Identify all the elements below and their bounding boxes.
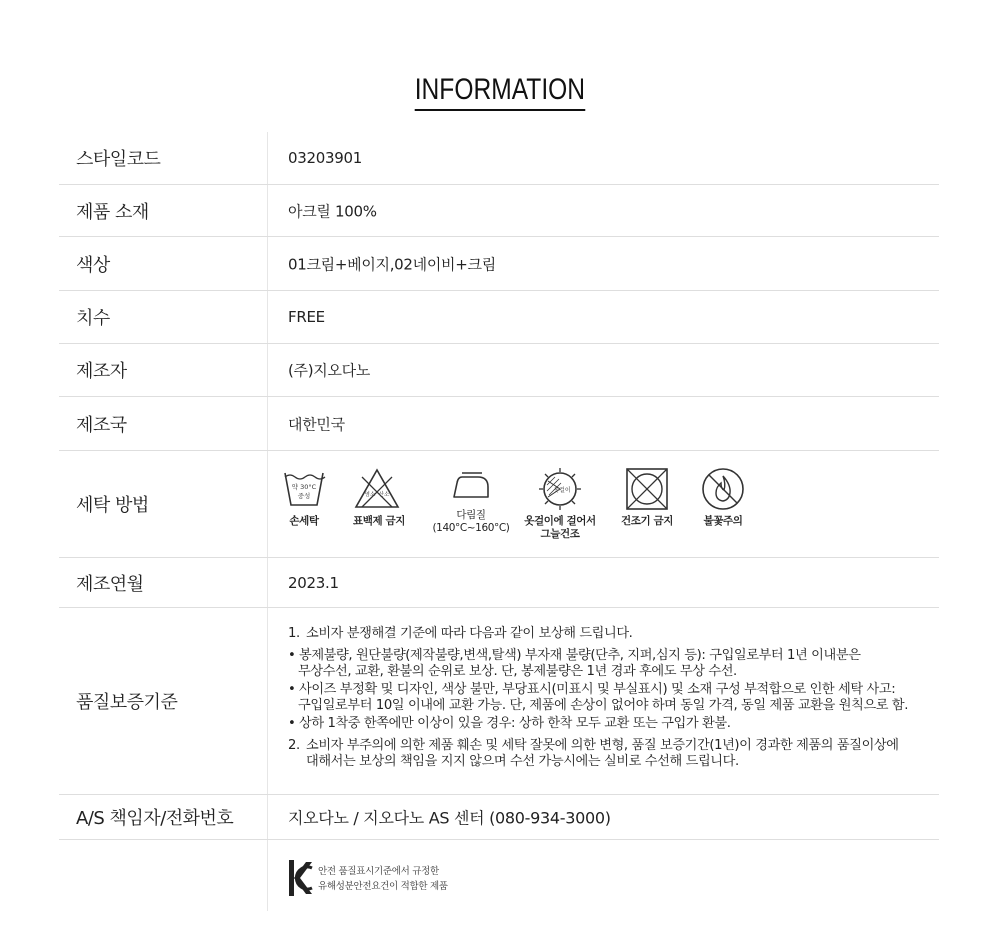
page-title: INFORMATION [415, 72, 585, 111]
care-no-bleach [353, 467, 405, 528]
row-value: 대한민국 [288, 415, 345, 433]
kc-line-1: 안전 품질표시기준에서 규정한 [318, 866, 439, 877]
care-icons [281, 467, 941, 547]
info-row-country [59, 397, 939, 451]
kc-mark-icon [288, 858, 314, 898]
flame-caution-icon [700, 467, 746, 511]
care-iron [431, 467, 511, 535]
row-value: 아크릴 100% [288, 202, 377, 220]
hand-wash-temp: 약 30°C [291, 483, 317, 491]
row-value: (주)지오다노 [288, 361, 371, 380]
info-row-manufacture-date [59, 558, 939, 608]
row-value: 지오다노 / 지오다노 AS 센터 (080-934-3000) [288, 808, 611, 828]
care-fire [695, 467, 751, 528]
quality-bullet-2-cont: 구입일로부터 10일 이내에 교환 가능. 단, 제품에 손상이 없어야 하며 동일 가격, 동일 제품 교환을 원칙으로 함. [298, 698, 909, 713]
iron-caption: 다림질 [456, 509, 486, 521]
no-tumble-dry-icon [624, 467, 670, 511]
row-label: 품질보증기준 [76, 692, 178, 713]
row-label: 스타일코드 [76, 149, 161, 170]
row-value: 03203901 [288, 149, 362, 167]
info-row-quality [59, 608, 939, 795]
quality-item-1: 1. 소비자 분쟁해결 기준에 따라 다음과 같이 보상해 드립니다. [288, 626, 633, 641]
row-label: 제조연월 [76, 573, 144, 595]
quality-bullet-2: • 사이즈 부정확 및 디자인, 색상 불만, 부당표시(미표시 및 부실표시) 및 소재 구성 부적합으로 인한 세탁 사고: [288, 682, 896, 697]
no-bleach-inner-left: 염소 [364, 492, 376, 498]
quality-bullet-1-cont: 무상수선, 교환, 환불의 순위로 보상. 단, 봉제불량은 1년 경과 후에도 무상 수선. [298, 664, 737, 679]
info-row-material [59, 185, 939, 237]
info-row-size [59, 291, 939, 344]
row-value: 01크림+베이지,02네이비+크림 [288, 255, 496, 273]
quality-bullet-1: • 봉제불량, 원단불량(제작불량,변색,탈색) 부자재 불량(단추, 지퍼,심지 등): 구입일로부터 1년 이내분은 [288, 648, 861, 663]
care-hand-wash [281, 467, 327, 528]
no-bleach-icon [353, 467, 401, 511]
row-label: A/S 책임자/전화번호 [76, 808, 234, 829]
hand-wash-caption: 손세탁 [289, 515, 319, 527]
hand-wash-note: 중성 [297, 492, 311, 500]
info-row-style-code [59, 132, 939, 185]
row-label: 제조자 [76, 361, 127, 382]
row-label: 치수 [76, 308, 110, 329]
line-dry-inner: 옷걸이 [553, 487, 571, 494]
info-row-care [59, 451, 939, 558]
line-dry-shade-icon [537, 467, 583, 511]
fire-caption: 불꽃주의 [703, 515, 743, 527]
quality-item-2: 2. 소비자 부주의에 의한 제품 훼손 및 세탁 잘못에 의한 변형, 품질 보증기간(1년)이 경과한 제품의 품질이상에 [288, 738, 899, 753]
quality-bullet-3: • 상하 1착중 한쪽에만 이상이 있을 경우: 상하 한착 모두 교환 또는 구입가 환불. [288, 716, 731, 731]
iron-icon [448, 467, 494, 503]
row-value: FREE [288, 308, 325, 326]
row-label: 색상 [76, 254, 110, 276]
row-value: 2023.1 [288, 573, 339, 592]
care-line-dry [517, 467, 603, 541]
row-label: 제품 소재 [76, 201, 149, 223]
iron-caption-temp: (140°C~160°C) [432, 522, 510, 534]
row-label: 세탁 방법 [76, 495, 149, 516]
info-row-kc [59, 840, 939, 910]
quality-item-2-cont: 대해서는 보상의 책임을 지지 않으며 수선 가능시에는 실비로 수선해 드립니다. [306, 754, 739, 769]
line-dry-caption: 옷걸이에 걸어서 [524, 515, 596, 527]
hand-wash-icon [281, 467, 327, 511]
no-bleach-caption: 표백제 금지 [353, 515, 405, 527]
quality-text [288, 626, 938, 770]
info-row-color [59, 237, 939, 291]
care-no-tumble [615, 467, 679, 528]
kc-certification [288, 858, 448, 902]
kc-line-2: 유해성분안전요건이 적합한 제품 [318, 881, 448, 892]
info-row-manufacturer [59, 344, 939, 397]
info-row-as-contact [59, 795, 939, 840]
no-tumble-caption: 건조기 금지 [621, 515, 673, 527]
page-title-wrap [0, 72, 1000, 111]
no-bleach-inner-right: 산소 [378, 492, 390, 498]
row-label: 제조국 [76, 414, 127, 436]
line-dry-caption-2: 그늘건조 [540, 528, 580, 540]
kc-text [318, 864, 448, 894]
